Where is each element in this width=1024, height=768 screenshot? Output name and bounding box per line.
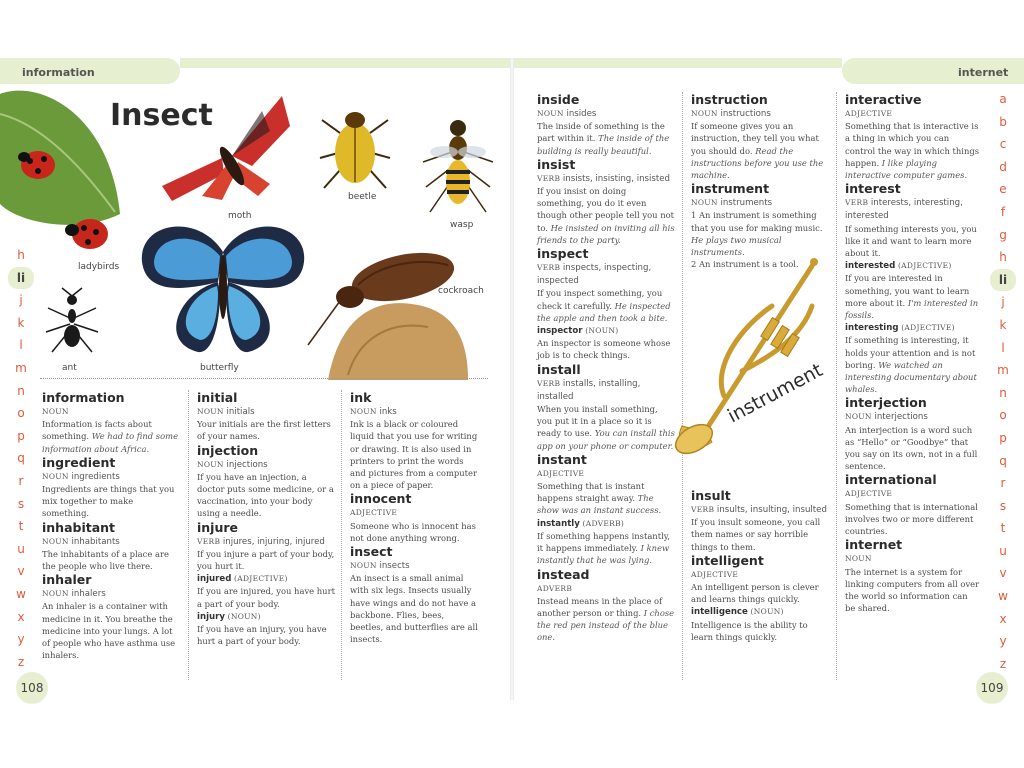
entry-grammar bbox=[691, 107, 827, 120]
entry-headword: instant bbox=[537, 451, 587, 467]
entry-headword: interest bbox=[845, 181, 901, 197]
wasp-illustration bbox=[418, 112, 498, 222]
alphabet-letter: r bbox=[1000, 476, 1006, 491]
part-of-speech: NOUN bbox=[845, 554, 872, 564]
alphabet-letter: w bbox=[16, 586, 26, 601]
dictionary-entry bbox=[845, 92, 980, 181]
part-of-speech: VERB bbox=[537, 173, 561, 183]
alphabet-letter: p bbox=[999, 430, 1007, 445]
definition bbox=[350, 520, 480, 544]
definition bbox=[42, 418, 182, 455]
right-column-2 bbox=[691, 92, 827, 642]
dictionary-entry bbox=[845, 395, 980, 472]
entry-headword: instrument bbox=[691, 181, 770, 197]
dictionary-entry bbox=[350, 491, 480, 544]
entry-headword: interactive bbox=[845, 92, 922, 107]
word-forms: initials bbox=[226, 407, 255, 417]
alphabet-letter: o bbox=[17, 406, 25, 421]
sub-entry-word: injury bbox=[197, 611, 225, 622]
part-of-speech: NOUN bbox=[197, 407, 224, 416]
word-forms: inspects, inspecting, inspected bbox=[537, 263, 652, 287]
word-forms: instructions bbox=[720, 109, 771, 119]
word-forms: injections bbox=[226, 459, 268, 470]
entry-grammar bbox=[845, 196, 980, 222]
ladybird-icon bbox=[62, 212, 112, 252]
entry-grammar bbox=[350, 405, 480, 418]
entry-headword: instead bbox=[537, 566, 590, 582]
entry-grammar bbox=[197, 405, 335, 418]
sub-entry-word: injured bbox=[197, 574, 232, 585]
entry-grammar bbox=[537, 377, 675, 403]
column-separator bbox=[836, 92, 837, 680]
definition-text: When you install something, you put it in a place so it is ready to use. bbox=[537, 404, 658, 439]
entry-grammar bbox=[845, 410, 980, 423]
definition bbox=[350, 572, 480, 645]
word-forms: interests, interesting, interested bbox=[845, 198, 963, 222]
entry-headword: international bbox=[845, 472, 937, 488]
definition bbox=[845, 223, 980, 260]
entry-grammar bbox=[537, 467, 675, 480]
sub-entry bbox=[197, 572, 335, 610]
entry-grammar bbox=[537, 107, 675, 120]
sub-entry bbox=[537, 324, 675, 362]
word-forms: insists, insisting, insisted bbox=[562, 173, 670, 184]
entry-grammar bbox=[537, 261, 675, 287]
page-number-right: 109 bbox=[976, 672, 1008, 704]
definition-text: An insect is a small animal with six legs. Insects usually have wings and do not have a backbone. Flies, bees, beetles, and butterflies are all insects. bbox=[350, 573, 478, 645]
word-forms: installs, installing, installed bbox=[537, 378, 641, 402]
sub-entry-word: interested bbox=[845, 261, 896, 272]
dictionary-entry bbox=[845, 181, 980, 395]
entry-headword: injure bbox=[197, 519, 239, 535]
entry-grammar bbox=[350, 506, 480, 519]
left-column-3 bbox=[350, 390, 480, 645]
alphabet-letter: b bbox=[999, 114, 1007, 129]
alphabet-letter: m bbox=[997, 363, 1009, 378]
entry-headword: internet bbox=[845, 537, 903, 553]
entry-grammar bbox=[42, 405, 182, 418]
definition-text: Your initials are the first letters of your names. bbox=[197, 419, 331, 442]
alphabet-letter: l bbox=[1001, 340, 1005, 355]
entry-grammar bbox=[691, 568, 827, 581]
definition bbox=[691, 581, 827, 605]
alphabet-letter: w bbox=[998, 589, 1008, 604]
entry-grammar bbox=[42, 587, 182, 600]
definition bbox=[845, 120, 980, 181]
entry-headword: ingredient bbox=[42, 454, 116, 470]
part-of-speech: VERB bbox=[537, 378, 561, 388]
sub-entry bbox=[197, 610, 335, 648]
left-column-2 bbox=[197, 390, 335, 647]
word-forms: ingredients bbox=[71, 471, 120, 482]
definition bbox=[537, 595, 675, 644]
definition bbox=[537, 120, 675, 157]
part-of-speech: (ADVERB) bbox=[582, 518, 625, 528]
definition bbox=[691, 120, 827, 181]
definition-text: If you inspect something, you check it carefully. bbox=[537, 288, 663, 311]
word-forms: inhalers bbox=[71, 589, 106, 600]
entry-headword: insect bbox=[350, 544, 393, 560]
cockroach-illustration bbox=[308, 235, 483, 380]
example-sentence: We watched an interesting documentary about whales. bbox=[845, 359, 977, 395]
sub-entry-word: instantly bbox=[537, 518, 580, 529]
definition bbox=[42, 483, 182, 520]
caption-ant: ant bbox=[62, 363, 77, 373]
definition-text: Instead means in the place of another person or thing. bbox=[537, 595, 663, 618]
caption-butterfly: butterfly bbox=[200, 363, 239, 373]
dictionary-entry bbox=[42, 572, 182, 661]
definition-text: The inhabitants of a place are the people who live there. bbox=[42, 548, 169, 572]
part-of-speech: NOUN bbox=[845, 412, 872, 422]
column-separator bbox=[188, 390, 189, 680]
alphabet-letter: y bbox=[17, 632, 25, 647]
dictionary-entry bbox=[845, 537, 980, 614]
alphabet-letter: k bbox=[17, 315, 25, 330]
definition-text: If you have an injury, you have hurt a part of your body. bbox=[197, 624, 327, 647]
definition bbox=[845, 566, 980, 615]
part-of-speech: (NOUN) bbox=[227, 611, 261, 621]
alphabet-letter: k bbox=[999, 317, 1007, 332]
caption-wasp: wasp bbox=[450, 220, 474, 230]
example-sentence: I knew instantly that he was lying. bbox=[537, 543, 670, 566]
right-column-1 bbox=[537, 92, 675, 644]
part-of-speech: NOUN bbox=[42, 589, 69, 599]
beetle-illustration bbox=[320, 98, 390, 193]
dictionary-entry bbox=[691, 553, 827, 643]
definition bbox=[845, 424, 980, 473]
entry-grammar bbox=[845, 487, 980, 500]
part-of-speech: NOUN bbox=[691, 198, 718, 208]
part-of-speech: NOUN bbox=[42, 471, 69, 481]
right-column-3 bbox=[845, 92, 980, 614]
alphabet-letter: u bbox=[999, 543, 1007, 558]
definition-text: Something that is international involves two or more different countries. bbox=[845, 501, 978, 537]
column-separator bbox=[341, 390, 342, 680]
definition-text: The inside of something is the part within it. bbox=[537, 121, 665, 144]
part-of-speech: (ADJECTIVE) bbox=[901, 323, 955, 333]
entry-headword: inspect bbox=[537, 246, 589, 262]
entry-grammar bbox=[537, 582, 675, 595]
dictionary-entry bbox=[537, 92, 675, 157]
example-sentence: He insisted on inviting all his friends to the party. bbox=[537, 222, 675, 245]
part-of-speech: NOUN bbox=[42, 536, 69, 546]
caption-cockroach: cockroach bbox=[438, 286, 484, 296]
header-strip-left bbox=[180, 58, 510, 68]
ant-illustration bbox=[42, 288, 102, 358]
alphabet-letter: n bbox=[999, 385, 1007, 400]
entry-headword: ink bbox=[350, 390, 372, 405]
alphabet-letter: n bbox=[17, 383, 25, 398]
moth-illustration bbox=[162, 96, 292, 206]
caption-moth: moth bbox=[228, 211, 252, 221]
sub-entry bbox=[845, 321, 980, 395]
word-forms: instruments bbox=[720, 198, 773, 209]
definition-text: If something interests you, you like it and want to learn more about it. bbox=[845, 223, 977, 259]
definition-text: If you insist on doing something, you do it even though other people tell you not to. bbox=[537, 186, 675, 233]
entry-headword: instruction bbox=[691, 92, 768, 107]
alphabet-letter: d bbox=[999, 159, 1007, 174]
definition bbox=[537, 185, 675, 246]
entry-headword: injection bbox=[197, 442, 259, 458]
sub-entry-word: intelligence bbox=[691, 607, 748, 618]
entry-grammar bbox=[845, 107, 980, 120]
dictionary-entry bbox=[197, 443, 335, 520]
entry-grammar bbox=[197, 535, 335, 548]
part-of-speech: ADJECTIVE bbox=[350, 508, 398, 518]
entry-headword: inhabitant bbox=[42, 519, 116, 535]
alphabet-letter: j bbox=[19, 293, 23, 308]
part-of-speech: NOUN bbox=[197, 459, 224, 469]
definition-text: An inhaler is a container with medicine in it. You breathe the medicine into your lungs. A lot of people who have asthma use inhalers. bbox=[42, 601, 176, 661]
alphabet-letter: q bbox=[999, 453, 1007, 468]
alphabet-letter: j bbox=[1001, 295, 1005, 310]
definition bbox=[197, 471, 335, 520]
definition bbox=[197, 418, 335, 442]
definition bbox=[845, 501, 980, 538]
alphabet-letter: t bbox=[1000, 521, 1006, 536]
definition-text: Ink is a black or coloured liquid that you use for writing or drawing. It is also used in printers to print the words and pictures from a computer on a piece of paper. bbox=[350, 419, 478, 491]
definition bbox=[197, 548, 335, 572]
entry-headword: intelligent bbox=[691, 552, 764, 568]
alphabet-letter: m bbox=[15, 360, 27, 375]
entry-headword: insist bbox=[537, 156, 576, 172]
entry-grammar bbox=[197, 458, 335, 471]
panel-divider bbox=[40, 378, 488, 379]
part-of-speech: VERB bbox=[845, 198, 869, 208]
definition-text: 1 An instrument is something that you use for making music. bbox=[691, 210, 823, 233]
definition-text: If something is interesting, it holds your attention and is not boring. bbox=[845, 335, 976, 370]
part-of-speech: ADJECTIVE bbox=[845, 489, 893, 499]
definition-text: The internet is a system for linking computers from all over the world so information can be shared. bbox=[845, 566, 980, 614]
sub-entry bbox=[537, 517, 675, 567]
entry-headword: inhaler bbox=[42, 572, 92, 588]
entry-headword: install bbox=[537, 361, 581, 377]
definition-text: If you insult someone, you call them names or say horrible things to them. bbox=[691, 517, 821, 552]
definition bbox=[691, 516, 827, 553]
left-column-1 bbox=[42, 390, 182, 661]
word-forms: interjections bbox=[874, 412, 928, 423]
entry-headword: innocent bbox=[350, 491, 412, 507]
header-strip-right bbox=[514, 58, 842, 68]
definition bbox=[537, 403, 675, 452]
definition-text: 2 An instrument is a tool. bbox=[691, 259, 799, 270]
dictionary-entry bbox=[350, 544, 480, 645]
entry-headword: inside bbox=[537, 92, 580, 107]
definition-text: If someone gives you an instruction, they tell you what you should do. bbox=[691, 121, 819, 156]
part-of-speech: (ADJECTIVE) bbox=[234, 574, 288, 584]
alphabet-letter: l bbox=[19, 338, 23, 353]
part-of-speech: NOUN bbox=[42, 407, 69, 416]
sub-entry bbox=[691, 605, 827, 643]
definition-text: If you are interested in something, you want to learn more about it. bbox=[845, 273, 970, 308]
alphabet-current-letter: li bbox=[8, 267, 34, 290]
alphabet-letter: v bbox=[999, 566, 1007, 581]
alphabet-index-left bbox=[8, 244, 34, 673]
definition bbox=[42, 548, 182, 572]
dictionary-entry bbox=[537, 362, 675, 452]
part-of-speech: (NOUN) bbox=[585, 326, 619, 336]
alphabet-letter: h bbox=[999, 250, 1007, 265]
part-of-speech: (ADJECTIVE) bbox=[897, 261, 952, 271]
trumpet-illustration bbox=[672, 246, 832, 456]
page-number-left: 108 bbox=[16, 672, 48, 704]
alphabet-current-letter: li bbox=[990, 269, 1016, 292]
definition bbox=[350, 418, 480, 491]
entry-grammar bbox=[42, 535, 182, 548]
part-of-speech: ADJECTIVE bbox=[845, 109, 893, 118]
alphabet-index-right bbox=[990, 88, 1016, 675]
definition-text: Information is facts about something. bbox=[42, 419, 152, 442]
entry-headword: initial bbox=[197, 390, 238, 405]
definition bbox=[537, 287, 675, 324]
alphabet-letter: x bbox=[17, 609, 25, 624]
entry-grammar bbox=[845, 552, 980, 565]
alphabet-letter: x bbox=[999, 611, 1007, 626]
word-forms: injures, injuring, injured bbox=[222, 536, 325, 547]
trumpet-label: instrument bbox=[724, 359, 827, 428]
dictionary-entry bbox=[42, 390, 182, 455]
alphabet-letter: o bbox=[999, 408, 1007, 423]
definition bbox=[42, 600, 182, 661]
entry-grammar bbox=[691, 503, 827, 516]
example-sentence: The show was an instant success. bbox=[537, 493, 662, 516]
example-sentence: I like playing interactive computer games. bbox=[845, 157, 968, 181]
alphabet-letter: y bbox=[999, 634, 1007, 649]
definition-text: If something happens instantly, it happens immediately. bbox=[537, 530, 671, 554]
caption-beetle: beetle bbox=[348, 192, 377, 202]
dictionary-entry bbox=[42, 455, 182, 520]
sub-entry-word: interesting bbox=[845, 323, 899, 334]
alphabet-letter: t bbox=[18, 519, 24, 534]
dictionary-entry bbox=[537, 452, 675, 567]
entry-grammar bbox=[537, 172, 675, 185]
example-sentence: He inspected the apple and then took a bite. bbox=[537, 300, 671, 323]
ladybird-icon bbox=[18, 145, 58, 181]
definition-text: An inspector is someone whose job is to check things. bbox=[537, 338, 671, 361]
example-sentence: He plays two musical instruments. bbox=[691, 234, 782, 258]
part-of-speech: NOUN bbox=[691, 109, 718, 118]
dictionary-entry bbox=[197, 520, 335, 648]
word-forms: insults, insulting, insulted bbox=[716, 505, 827, 515]
alphabet-letter: s bbox=[17, 496, 25, 511]
entry-grammar bbox=[691, 196, 827, 209]
alphabet-letter: h bbox=[17, 248, 25, 262]
entry-headword: insult bbox=[691, 488, 731, 503]
example-sentence: You can install this app on your phone or computer. bbox=[537, 428, 675, 451]
alphabet-letter: u bbox=[17, 541, 25, 556]
alphabet-letter: s bbox=[999, 498, 1007, 513]
part-of-speech: VERB bbox=[691, 505, 715, 514]
definition-text: If you are injured, you have hurt a part of your body. bbox=[197, 586, 335, 609]
alphabet-letter: r bbox=[18, 473, 24, 488]
alphabet-letter: z bbox=[999, 656, 1007, 671]
alphabet-letter: g bbox=[999, 227, 1007, 242]
word-forms: inks bbox=[379, 407, 397, 417]
example-sentence: We had to find some information about Africa. bbox=[42, 431, 179, 454]
guide-word-left: information bbox=[22, 66, 95, 79]
definition-text: If you injure a part of your body, you hurt it. bbox=[197, 548, 335, 572]
part-of-speech: VERB bbox=[537, 263, 561, 273]
definition-text: If you have an injection, a doctor puts some medicine, or a vaccination, into your body using a needle. bbox=[197, 471, 334, 519]
insect-panel-title: Insect bbox=[110, 98, 213, 133]
entry-grammar bbox=[42, 470, 182, 483]
part-of-speech: VERB bbox=[197, 536, 221, 546]
definition bbox=[537, 480, 675, 517]
example-sentence: I chose the red pen instead of the blue one. bbox=[537, 607, 675, 643]
sub-entry bbox=[845, 259, 980, 321]
dictionary-entry bbox=[197, 390, 335, 443]
part-of-speech: (NOUN) bbox=[750, 607, 784, 617]
alphabet-letter: v bbox=[17, 564, 25, 579]
example-sentence: I'm interested in fossils. bbox=[845, 297, 979, 321]
part-of-speech: NOUN bbox=[350, 561, 377, 571]
alphabet-letter: z bbox=[17, 654, 25, 669]
definition-text: Someone who is innocent has not done anything wrong. bbox=[350, 520, 476, 543]
definition-text: An interjection is a word such as “Hello” or “Goodbye” that you say on its own, not in a full sentence. bbox=[845, 424, 978, 472]
dictionary-entry bbox=[537, 157, 675, 246]
word-forms: inhabitants bbox=[71, 536, 120, 547]
alphabet-letter: f bbox=[1000, 204, 1006, 219]
definition-text: Ingredients are things that you mix together to make something. bbox=[42, 484, 175, 519]
dictionary-entry bbox=[845, 472, 980, 537]
entry-grammar bbox=[350, 559, 480, 572]
alphabet-letter: p bbox=[17, 428, 25, 443]
book-gutter bbox=[510, 58, 514, 700]
dictionary-entry bbox=[537, 567, 675, 644]
part-of-speech: NOUN bbox=[350, 407, 377, 416]
caption-ladybirds: ladybirds bbox=[78, 262, 120, 272]
part-of-speech: ADJECTIVE bbox=[537, 468, 585, 478]
alphabet-letter: c bbox=[999, 137, 1007, 152]
definition-text: Something that is instant happens straight away. bbox=[537, 481, 645, 504]
dictionary-entry bbox=[350, 390, 480, 491]
dictionary-entry bbox=[42, 520, 182, 573]
part-of-speech: ADVERB bbox=[537, 583, 573, 593]
dictionary-entry bbox=[691, 488, 827, 553]
definition-text: An intelligent person is clever and learns things quickly. bbox=[691, 582, 819, 605]
part-of-speech: NOUN bbox=[537, 109, 564, 118]
dictionary-entry bbox=[691, 92, 827, 181]
word-forms: insects bbox=[379, 561, 410, 572]
sub-entry-word: inspector bbox=[537, 326, 583, 337]
alphabet-letter: e bbox=[999, 182, 1007, 197]
alphabet-letter: q bbox=[17, 451, 25, 466]
word-forms: insides bbox=[566, 109, 597, 119]
entry-headword: interjection bbox=[845, 395, 927, 411]
example-sentence: The inside of the building is really beautiful. bbox=[537, 133, 670, 156]
entry-headword: information bbox=[42, 390, 125, 405]
part-of-speech: ADJECTIVE bbox=[691, 569, 739, 579]
example-sentence: Read the instructions before you use the machine. bbox=[691, 145, 824, 181]
definition-text: Something that is interactive is a thing in which you can control the way in which things happen. bbox=[845, 121, 980, 168]
dictionary-entry bbox=[537, 246, 675, 362]
alphabet-letter: a bbox=[999, 92, 1007, 106]
guide-word-right: internet bbox=[958, 66, 1009, 79]
definition-text: Intelligence is the ability to learn things quickly. bbox=[691, 619, 808, 642]
butterfly-illustration bbox=[138, 222, 308, 362]
